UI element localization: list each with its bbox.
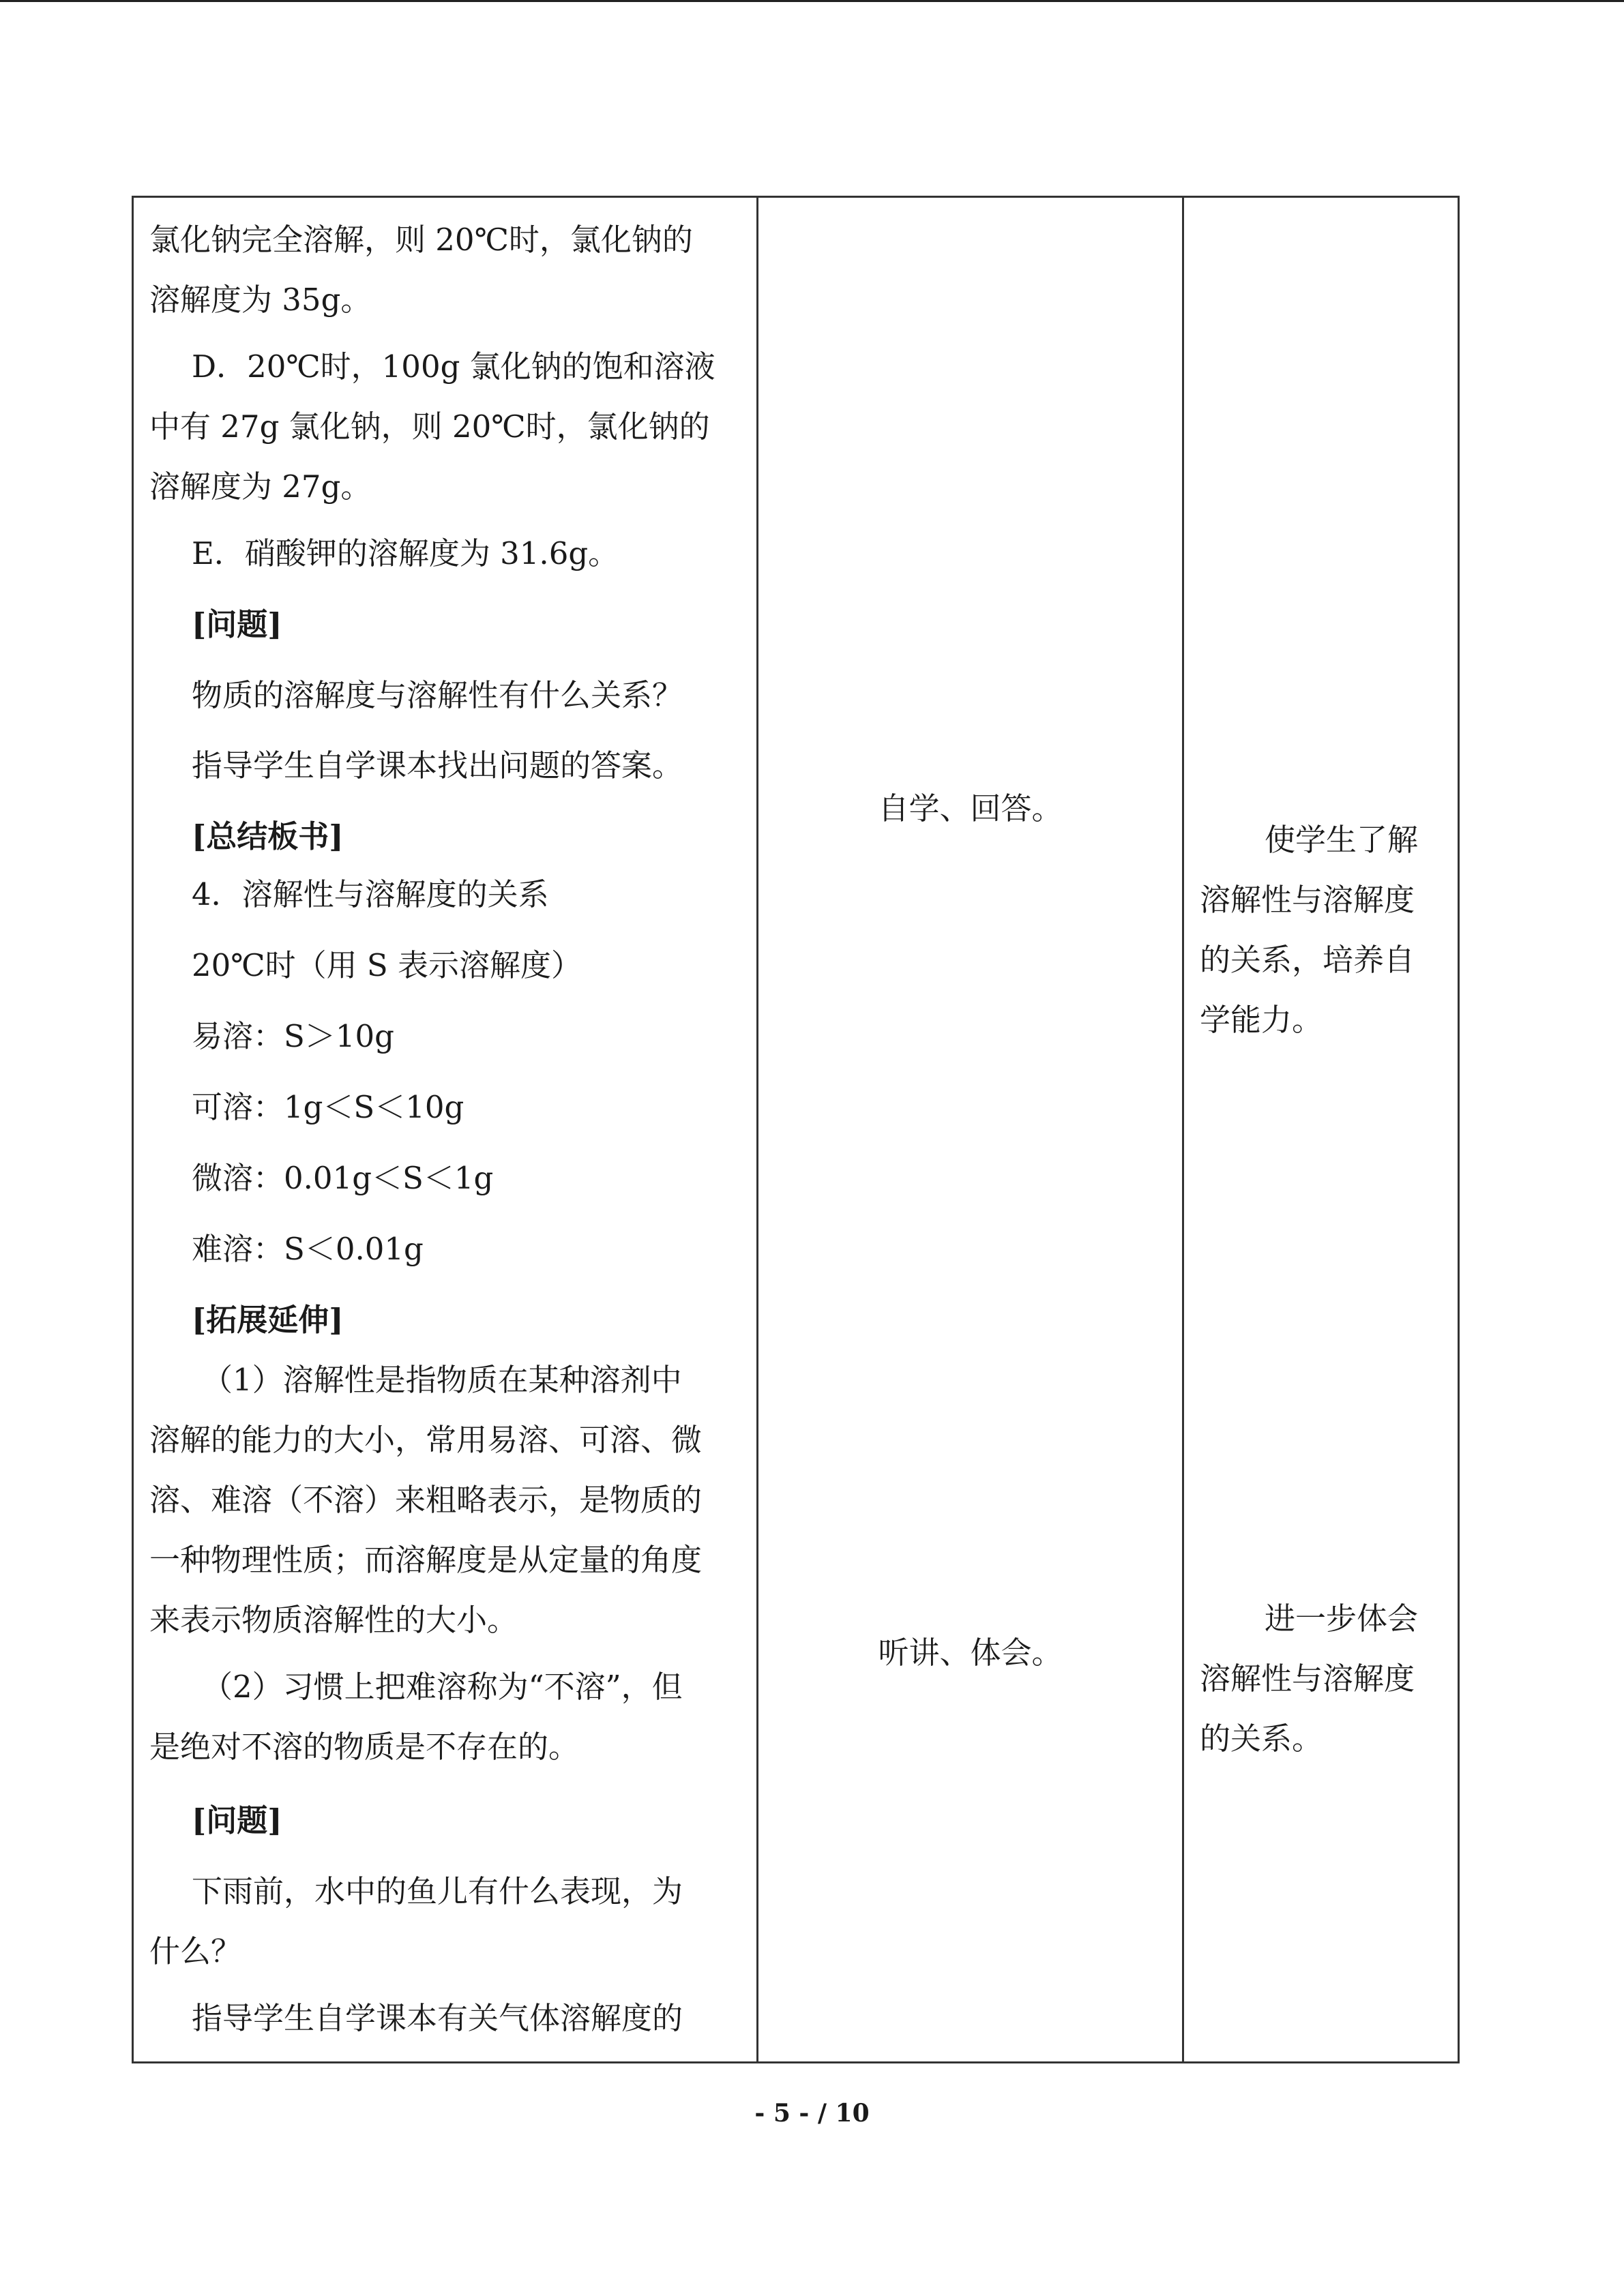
section-heading: [总结板书] [192,818,344,854]
text-line: 来表示物质溶解性的大小。 [149,1602,518,1638]
lesson-plan-table [132,196,1460,2063]
text-line: 氯化钠完全溶解，则 20℃时，氯化钠的 [149,222,693,258]
table-row [133,197,1459,2063]
text-line: 学能力。 [1200,1002,1323,1038]
text-line: 可溶：1g＜S＜10g [192,1089,464,1125]
text-line: 溶解的能力的大小，常用易溶、可溶、微 [149,1422,703,1458]
teacher-activity-cell [133,197,758,2063]
text-line: 易溶：S＞10g [192,1018,394,1054]
section-heading: [拓展延伸] [192,1302,344,1338]
design-intent-cell [1183,197,1459,2063]
text-line: 进一步体会 [1265,1600,1419,1637]
text-line: 的关系，培养自 [1200,942,1415,978]
text-line: 听讲、体会。 [878,1635,1063,1671]
text-line: 的关系。 [1200,1720,1323,1757]
section-heading: [问题] [192,606,282,642]
text-line: D．20℃时，100g 氯化钠的饱和溶液 [192,348,715,385]
text-line: 微溶：0.01g＜S＜1g [192,1160,494,1196]
text-line: 物质的溶解度与溶解性有什么关系？ [192,677,683,713]
text-line: 溶解性与溶解度 [1200,882,1415,918]
text-line: 难溶：S＜0.01g [192,1231,424,1267]
student-activity-cell [758,197,1183,2063]
text-line: 溶解度为 27g。 [149,468,372,505]
text-line: 一种物理性质；而溶解度是从定量的角度 [149,1542,703,1578]
page-number: - 5 - / 10 [754,2099,870,2128]
text-line: 指导学生自学课本找出问题的答案。 [192,747,683,784]
text-line: 中有 27g 氯化钠，则 20℃时，氯化钠的 [149,408,710,445]
text-line: 指导学生自学课本有关气体溶解度的 [192,2000,683,2036]
text-line: 什么？ [149,1933,242,1969]
text-line: E．硝酸钾的溶解度为 31.6g。 [192,535,619,571]
text-line: 溶、难溶（不溶）来粗略表示，是物质的 [149,1482,703,1518]
text-line: 20℃时（用 S 表示溶解度） [192,947,582,983]
text-line: （1）溶解性是指物质在某种溶剂中 [202,1362,682,1398]
text-line: 下雨前，水中的鱼儿有什么表现，为 [192,1873,683,1909]
section-heading: [问题] [192,1802,282,1838]
text-line: 4．溶解性与溶解度的关系 [192,876,549,912]
text-line: 溶解性与溶解度 [1200,1660,1415,1697]
text-line: （2）习惯上把难溶称为“不溶”，但 [202,1669,683,1705]
text-line: 自学、回答。 [878,790,1063,826]
page-top-border [0,0,1624,2]
text-line: 使学生了解 [1265,822,1419,858]
text-line: 是绝对不溶的物质是不存在的。 [149,1729,580,1765]
text-line: 溶解度为 35g。 [149,282,372,318]
